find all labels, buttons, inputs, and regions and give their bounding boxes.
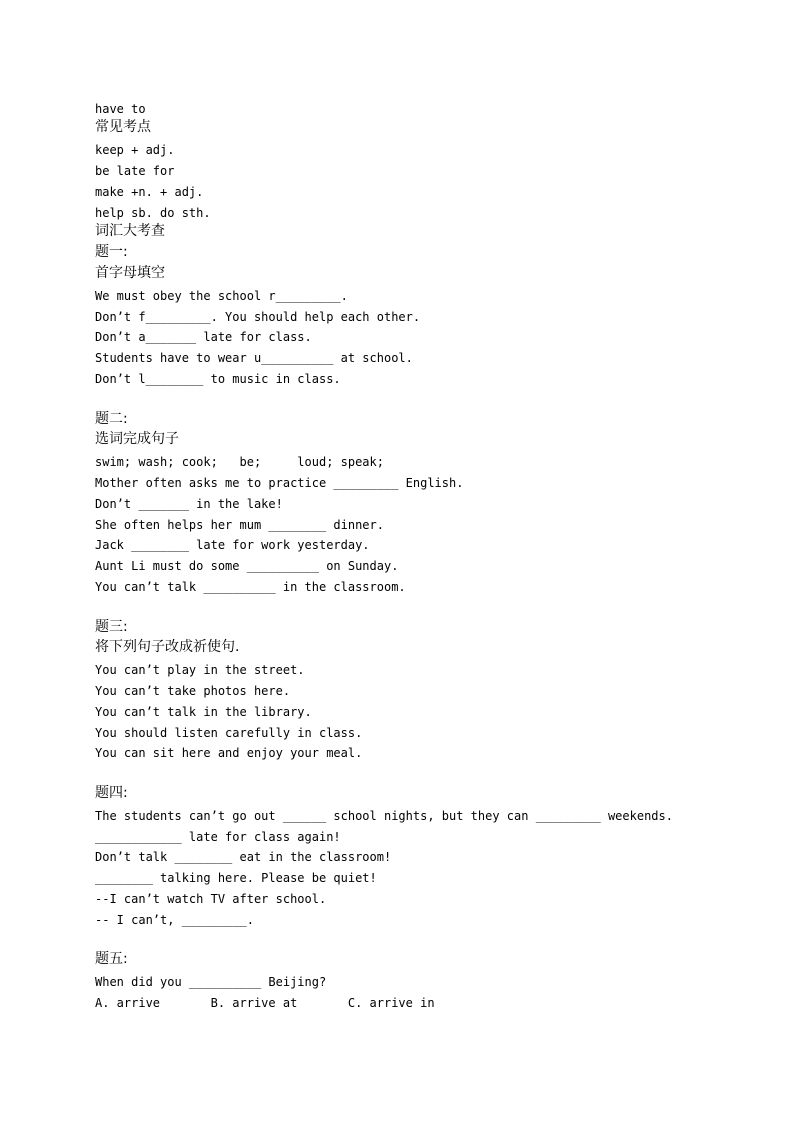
common-points-heading: 常见考点	[95, 119, 151, 135]
question-4-item: Don’t talk ________ eat in the classroom!	[95, 850, 392, 864]
question-1-item: Don’t f_________. You should help each other.	[95, 310, 421, 324]
question-2-item: Jack ________ late for work yesterday.	[95, 538, 370, 552]
point-item: keep + adj.	[95, 143, 175, 157]
question-3-item: You can’t talk in the library.	[95, 705, 312, 719]
vocab-heading: 词汇大考查	[95, 223, 165, 239]
question-2-item: Don’t _______ in the lake!	[95, 497, 283, 511]
question-4-item: -- I can’t, _________.	[95, 913, 254, 927]
question-1-instruction: 首字母填空	[95, 265, 165, 281]
question-2-item: She often helps her mum ________ dinner.	[95, 518, 384, 532]
question-2-instruction: 选词完成句子	[95, 431, 179, 447]
question-2-title: 题二:	[95, 411, 128, 427]
question-1-item: Don’t a_______ late for class.	[95, 330, 312, 344]
question-2-item: You can’t talk __________ in the classroom.	[95, 580, 406, 594]
question-1-item: We must obey the school r_________.	[95, 289, 348, 303]
question-2-item: Aunt Li must do some __________ on Sunday.	[95, 559, 399, 573]
question-2-item: Mother often asks me to practice _________ English.	[95, 476, 464, 490]
question-5-options: A. arrive B. arrive at C. arrive in	[95, 996, 435, 1010]
question-4-item: ____________ late for class again!	[95, 830, 341, 844]
point-item: make +n. + adj.	[95, 185, 204, 199]
phrase-have-to: have to	[95, 102, 146, 116]
question-4-item: ________ talking here. Please be quiet!	[95, 871, 377, 885]
question-1-title: 题一:	[95, 244, 128, 260]
question-4-item: --I can’t watch TV after school.	[95, 892, 327, 906]
point-item: be late for	[95, 164, 175, 178]
question-1-item: Students have to wear u__________ at school.	[95, 351, 413, 365]
question-3-title: 题三:	[95, 619, 128, 635]
question-1-item: Don’t l________ to music in class.	[95, 372, 341, 386]
word-bank: swim; wash; cook; be; loud; speak;	[95, 455, 384, 469]
question-5-title: 题五:	[95, 951, 128, 967]
question-3-instruction: 将下列句子改成祈使句.	[95, 639, 240, 655]
question-4-title: 题四:	[95, 785, 128, 801]
question-3-item: You can sit here and enjoy your meal.	[95, 746, 363, 760]
question-3-item: You should listen carefully in class.	[95, 726, 363, 740]
question-4-item: The students can’t go out ______ school nights, but they can _________ weekends.	[95, 809, 673, 823]
point-item: help sb. do sth.	[95, 206, 211, 220]
question-3-item: You can’t take photos here.	[95, 684, 291, 698]
question-5-question: When did you __________ Beijing?	[95, 975, 327, 989]
question-3-item: You can’t play in the street.	[95, 663, 305, 677]
